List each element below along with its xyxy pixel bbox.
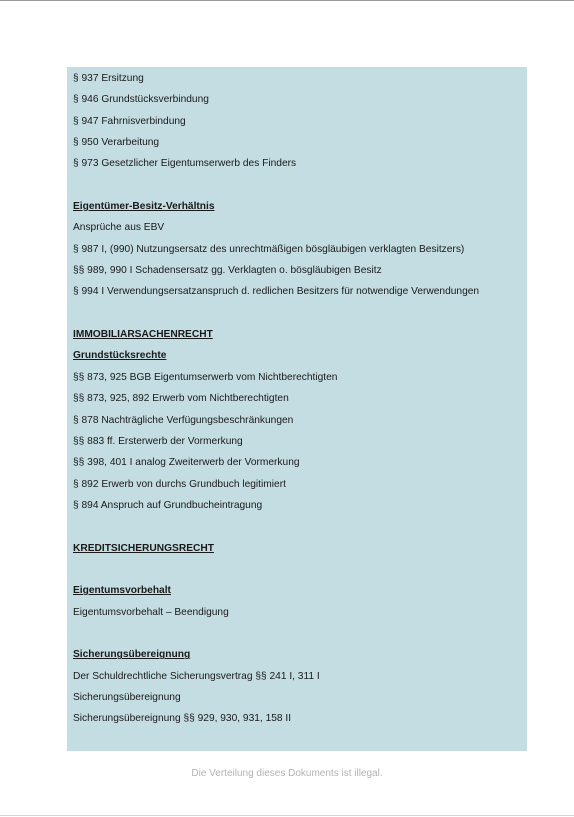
list-item: § 994 I Verwendungsersatzanspruch d. redlichen Besitzers für notwendige Verwendungen bbox=[73, 286, 480, 298]
blank-line bbox=[73, 623, 527, 644]
list-item: § 987 I, (990) Nutzungsersatz des unrechtmäßigen bösgläubigen verklagten Besitzers) bbox=[73, 243, 465, 255]
list-item: Sicherungsübereignung §§ 929, 930, 931, 158 II bbox=[73, 713, 292, 725]
list-item: § 894 Anspruch auf Grundbucheintragung bbox=[73, 499, 263, 511]
list-item: Ansprüche aus EBV bbox=[73, 222, 165, 234]
list-item: §§ 989, 990 I Schadensersatz gg. Verklagten o. bösgläubigen Besitz bbox=[73, 265, 382, 277]
list-item: §§ 398, 401 I analog Zweiterwerb der Vormerkung bbox=[73, 457, 300, 469]
section-heading: Eigentumsvorbehalt bbox=[73, 585, 171, 597]
footer-disclaimer: Die Verteilung dieses Dokuments ist illegal. bbox=[191, 768, 383, 779]
list-item: Sicherungsübereignung bbox=[73, 691, 181, 703]
blank-line bbox=[73, 559, 527, 580]
blank-line bbox=[73, 516, 527, 537]
list-item: §§ 873, 925, 892 Erwerb vom Nichtberechtigten bbox=[73, 393, 289, 405]
bottom-border-line bbox=[0, 815, 574, 816]
blank-line bbox=[73, 175, 527, 196]
blank-line bbox=[73, 303, 527, 324]
list-item: § 946 Grundstücksverbindung bbox=[73, 94, 209, 106]
list-item: Eigentumsvorbehalt – Beendigung bbox=[73, 606, 229, 618]
list-item: §§ 883 ff. Ersterwerb der Vormerkung bbox=[73, 435, 243, 447]
list-item: § 892 Erwerb von durchs Grundbuch legitimiert bbox=[73, 478, 286, 490]
list-item: § 973 Gesetzlicher Eigentumserwerb des Finders bbox=[73, 158, 297, 170]
section-heading: Sicherungsübereignung bbox=[73, 649, 191, 661]
top-border-line bbox=[0, 0, 574, 1]
list-item: § 878 Nachträgliche Verfügungsbeschränkungen bbox=[73, 414, 294, 426]
highlighted-content-panel bbox=[67, 67, 527, 751]
list-item: § 947 Fahrnisverbindung bbox=[73, 115, 186, 127]
section-heading: Grundstücksrechte bbox=[73, 350, 167, 362]
section-heading: Eigentümer-Besitz-Verhältnis bbox=[73, 201, 215, 213]
section-heading: KREDITSICHERUNGSRECHT bbox=[73, 542, 214, 554]
list-item: §§ 873, 925 BGB Eigentumserwerb vom Nichtberechtigten bbox=[73, 371, 338, 383]
list-item: Der Schuldrechtliche Sicherungsvertrag §§ 241 I, 311 I bbox=[73, 670, 320, 682]
section-heading: IMMOBILIARSACHENRECHT bbox=[73, 329, 213, 341]
list-item: § 950 Verarbeitung bbox=[73, 137, 160, 149]
list-item: § 937 Ersitzung bbox=[73, 73, 144, 84]
